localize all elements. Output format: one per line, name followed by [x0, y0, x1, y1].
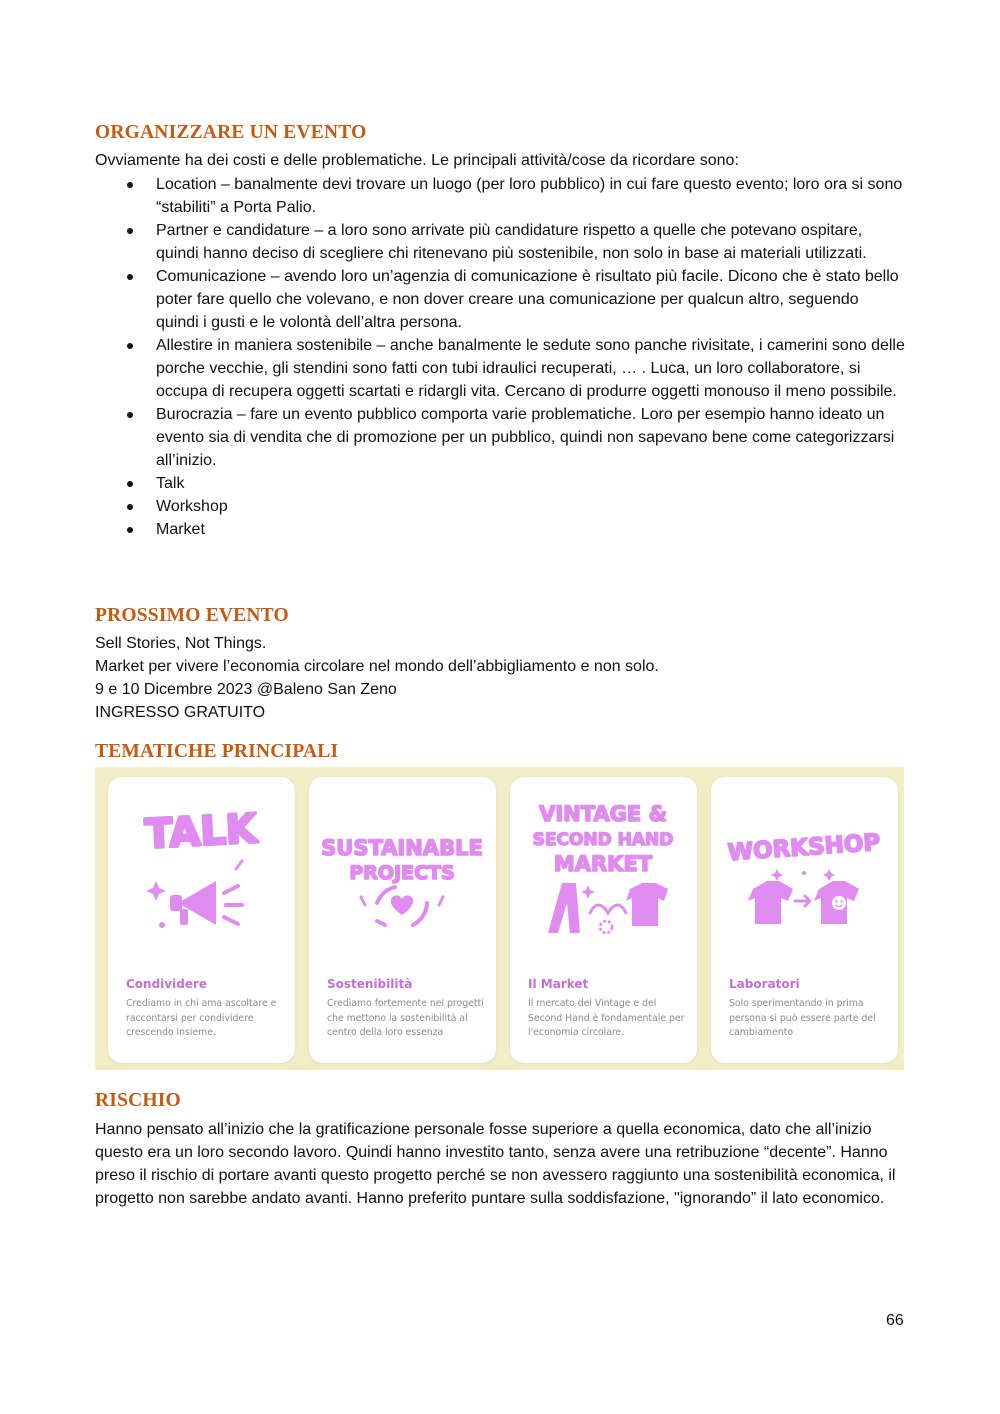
- theme-card-workshop: [711, 777, 898, 1063]
- section-prossimo-evento: [95, 604, 905, 724]
- heading-organizzare: ORGANIZZARE UN EVENTO: [95, 122, 367, 143]
- list-item: Allestire in maniera sostenibile – anche banalmente le sedute sono panche rivisitate, i camerini sono delle porche vecchie, gli stendini sono fatti con tubi idraulici recuperati, … . Luca, un loro collaboratore, si occupa di recupera oggetti scartati e ridargli vita. Cercano di produrre oggetti monouso il meno possibile.: [156, 334, 905, 403]
- card-title: Sostenibilità: [327, 977, 413, 991]
- card-title: Il Market: [528, 977, 589, 991]
- event-admission: INGRESSO GRATUITO: [95, 704, 266, 721]
- heading-rischio: RISCHIO: [95, 1090, 181, 1111]
- section-rischio: [95, 1089, 905, 1210]
- intro-paragraph: Ovviamente ha dei costi e delle problematiche. Le principali attività/cose da ricordare sono:: [95, 152, 739, 169]
- activities-list: [95, 173, 905, 541]
- theme-card-sustainable: [309, 777, 496, 1063]
- sustainable-illustration: [317, 793, 488, 943]
- art-text: MARKET: [553, 852, 653, 876]
- section-organizzare-evento: [95, 121, 905, 541]
- event-description: Market per vivere l’economia circolare nel mondo dell’abbigliamento e non solo.: [95, 658, 659, 675]
- card-description: Solo sperimentando in prima persona si può essere parte del cambiamento: [729, 998, 876, 1038]
- list-item: Workshop: [156, 495, 905, 518]
- event-tagline: Sell Stories, Not Things.: [95, 635, 267, 652]
- card-title: Condividere: [126, 977, 208, 991]
- card-description: Crediamo in chi ama ascoltare e raccontarsi per condividere crescendo insieme.: [126, 998, 277, 1038]
- list-item: Market: [156, 518, 905, 541]
- list-item: Partner e candidature – a loro sono arrivate più candidature rispetto a quelle che potevano ospitare, quindi hanno deciso di scegliere chi ritenevano più sostenibile, non solo in base ai materiali utilizzati.: [156, 219, 905, 265]
- market-illustration: [518, 793, 689, 943]
- tshirts-icon: [748, 869, 859, 924]
- theme-card-talk: [108, 777, 295, 1063]
- card-description: Crediamo fortemente nei progetti che mettono la sostenibilità al centro della loro essenza: [327, 998, 484, 1038]
- card-description: Il mercato del Vintage e del Second Hand è fondamentale per l'economia circolare.: [528, 998, 685, 1038]
- art-text: TALK: [144, 806, 258, 858]
- art-text: VINTAGE &: [539, 802, 667, 826]
- art-text: WORKSHOP: [726, 829, 882, 867]
- talk-illustration: [116, 793, 287, 943]
- recycle-heart-icon: [361, 887, 443, 925]
- heading-tematiche: TEMATICHE PRINCIPALI: [95, 741, 339, 762]
- list-item: Comunicazione – avendo loro un’agenzia di comunicazione è risultato più facile. Dicono che è stato bello poter fare quello che volevano, e non dover creare una comunicazione per qualcun altro, seguendo quindi i gusti e le volontà dell’altra persona.: [156, 265, 905, 334]
- rischio-paragraph: Hanno pensato all’inizio che la gratificazione personale fosse superiore a quella economica, dato che all’inizio questo era un loro secondo lavoro. Quindi hanno investito tanto, senza avere una retribuzione “decente”. Hanno preso il rischio di portare avanti questo progetto perché se non avessero raggiunto una sostenibilità economica, il progetto non sarebbe andato avanti. Hanno preferito puntare sulla soddisfazione, "ignorando” il lato economico.: [95, 1121, 896, 1207]
- page-number: 66: [886, 1312, 904, 1329]
- heading-prossimo: PROSSIMO EVENTO: [95, 605, 289, 626]
- megaphone-icon: [146, 861, 242, 928]
- workshop-illustration: [719, 793, 890, 943]
- list-item: Burocrazia – fare un evento pubblico comporta varie problematiche. Loro per esempio hanno ideato un evento sia di vendita che di promozione per un pubblico, quindi non sapevano bene come categorizzarsi all’inizio.: [156, 403, 905, 472]
- art-text: PROJECTS: [349, 862, 455, 884]
- card-title: Laboratori: [729, 977, 800, 991]
- art-text: SUSTAINABLE: [321, 836, 483, 860]
- art-text: SECOND HAND: [532, 830, 674, 850]
- clothes-icon: [548, 883, 668, 933]
- list-item: Talk: [156, 472, 905, 495]
- list-item: Location – banalmente devi trovare un luogo (per loro pubblico) in cui fare questo evento; loro ora si sono “stabiliti” a Porta Palio.: [156, 173, 905, 219]
- themes-banner-image: [95, 767, 904, 1070]
- theme-card-market: [510, 777, 697, 1063]
- event-date-location: 9 e 10 Dicembre 2023 @Baleno San Zeno: [95, 681, 397, 698]
- section-tematiche-principali: [95, 740, 905, 1038]
